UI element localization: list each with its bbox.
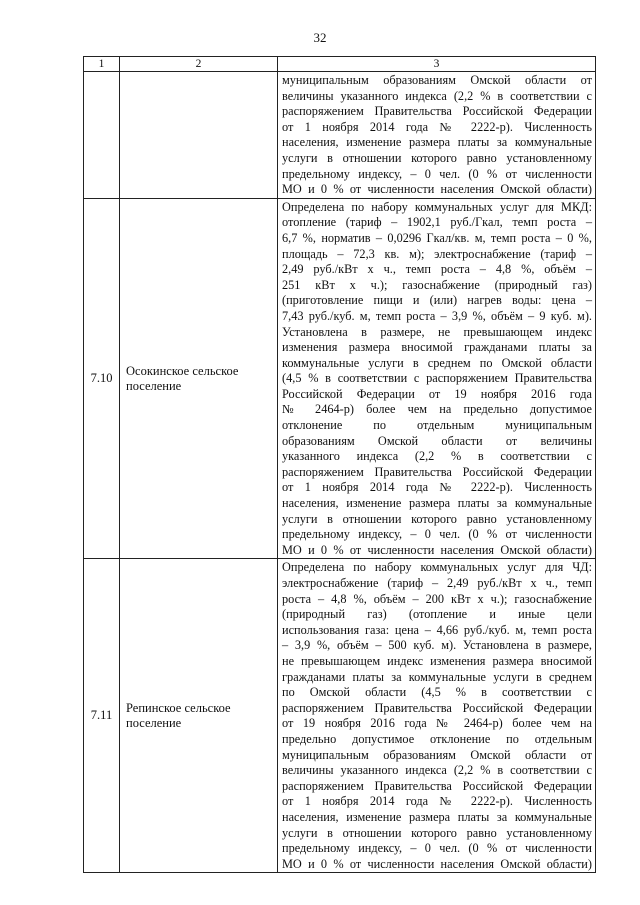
text-line: Российской Федерации от 19 ноября 2016 года <box>282 386 592 401</box>
text-line: (приготовление пищи и (или) нагрев воды: цена – <box>282 293 592 308</box>
text-line: предельно допустимое отклонение по отдельным <box>282 731 592 746</box>
text-line: населения, изменение размера платы за коммунальные <box>282 496 592 511</box>
text-line: МО и 0 % от численности населения Омской области) <box>282 856 592 871</box>
text-line: предельному индексу, – 0 чел. (0 % от численности <box>282 841 592 856</box>
text-line: распоряжением Правительства Российской Федерации <box>282 104 592 119</box>
text-line: населения, изменение размера платы за коммунальные <box>282 809 592 824</box>
row-text <box>278 559 596 873</box>
text-line: коммунальные услуги в среднем по Омской области <box>282 355 592 370</box>
text-line: муниципальным образованиям Омской области от <box>282 747 592 762</box>
text-line: предельному индексу, – 0 чел. (0 % от численности <box>282 527 592 542</box>
text-line: электроснабжение (тариф – 2,49 руб./кВт х ч., темп <box>282 576 592 590</box>
text-line: МО и 0 % от численности населения Омской области) <box>282 542 592 557</box>
text-line: гражданами платы за коммунальные услуги в среднем <box>282 669 592 684</box>
text-line: распоряжением Правительства Российской Федерации <box>282 778 592 793</box>
row-number <box>84 72 120 199</box>
text-line: от 1 ноября 2014 года № 2222-р). Численность <box>282 119 592 134</box>
text-line: от 1 ноября 2014 года № 2222-р). Численность <box>282 480 592 495</box>
text-line: услуги в отношении которого равно установленному <box>282 511 592 526</box>
text-line: – 3,9 %, объём – 500 куб. м). Установлена в размере, <box>282 638 592 653</box>
text-line: использования газа: цена – 4,66 руб./куб. м, темп роста <box>282 622 592 637</box>
text-line: роста – 4,8 %, объём – 200 кВт х ч.); газоснабжение <box>282 591 592 606</box>
text-line: Определена по набору коммунальных услуг для МКД: <box>282 199 592 214</box>
text-line: Определена по набору коммунальных услуг для ЧД: <box>282 560 592 575</box>
document-table <box>83 56 596 873</box>
settlement-name: Репинское сельское поселение <box>120 559 278 873</box>
text-line: предельному индексу, – 0 чел. (0 % от численности <box>282 166 592 181</box>
text-line: распоряжением Правительства Российской Федерации <box>282 464 592 479</box>
text-line: по Омской области (4,5 % в соответствии с <box>282 685 592 700</box>
table-row <box>84 72 596 199</box>
text-line: населения, изменение размера платы за коммунальные <box>282 135 592 150</box>
text-line: величины указанного индекса (2,2 % в соответствии с <box>282 88 592 103</box>
text-line: (4,5 % в соответствии с распоряжением Правительства <box>282 371 592 386</box>
text-line: распоряжением Правительства Российской Федерации <box>282 700 592 715</box>
text-line: № 2464-р) более чем на предельно допустимое <box>282 402 592 417</box>
text-line: Установлена в размере, не превышающем индекс <box>282 324 592 339</box>
text-line: отклонение по отдельным муниципальным <box>282 418 592 433</box>
header-col-3: 3 <box>278 57 596 72</box>
text-line: услуги в отношении которого равно установленному <box>282 825 592 840</box>
text-line: 2,49 руб./кВт х ч., темп роста – 4,8 %, объём – <box>282 262 592 277</box>
row-text <box>278 72 596 199</box>
text-line: от 1 ноября 2014 года № 2222-р). Численность <box>282 794 592 809</box>
text-line: указанного индекса (2,2 % в соответствии с <box>282 449 592 464</box>
table-header-row <box>84 57 596 72</box>
header-col-2: 2 <box>120 57 278 72</box>
text-line: 7,43 руб./куб. м, темп роста – 3,9 %, объём – 9 куб. м). <box>282 308 592 323</box>
text-line: отопление (тариф – 1902,1 руб./Гкал, темп роста – <box>282 215 592 230</box>
text-line: муниципальным образованиям Омской области от <box>282 73 592 87</box>
row-text <box>278 198 596 559</box>
header-col-1: 1 <box>84 57 120 72</box>
text-line: изменения размера вносимой гражданами платы за <box>282 340 592 355</box>
text-line: от 19 ноября 2016 года № 2464-р) более чем на <box>282 716 592 731</box>
text-line: 6,7 %, норматив – 0,0296 Гкал/кв. м, темп роста – 0 %, <box>282 230 592 245</box>
settlement-name <box>120 72 278 199</box>
text-line: 251 кВт х ч.); газоснабжение (природный газ) <box>282 277 592 292</box>
page-number: 32 <box>313 30 327 45</box>
table-row <box>84 559 596 873</box>
settlement-name: Осокинское сельское поселение <box>120 198 278 559</box>
text-line: (природный газ) (отопление и иные цели <box>282 607 592 622</box>
text-line: образованиям Омской области от величины <box>282 433 592 448</box>
text-line: МО и 0 % от численности населения Омской области) <box>282 182 592 197</box>
text-line: величины указанного индекса (2,2 % в соответствии с <box>282 763 592 778</box>
row-number: 7.10 <box>84 198 120 559</box>
table-row <box>84 198 596 559</box>
text-line: не превышающем индекс изменения размера вносимой <box>282 653 592 668</box>
text-line: площадь – 72,3 кв. м); электроснабжение (тариф – <box>282 246 592 261</box>
text-line: услуги в отношении которого равно установленному <box>282 150 592 165</box>
row-number: 7.11 <box>84 559 120 873</box>
